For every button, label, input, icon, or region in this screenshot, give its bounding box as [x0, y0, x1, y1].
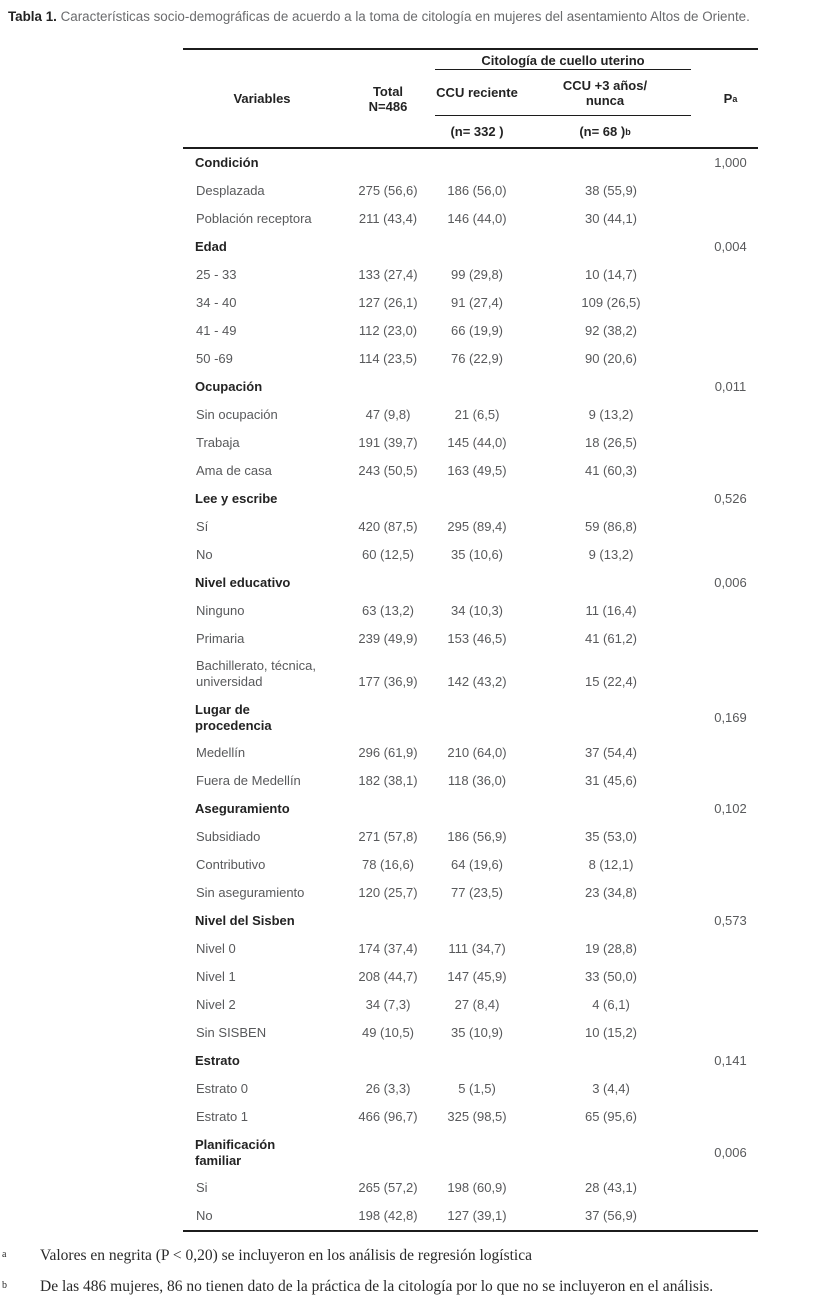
cell-total: 208 (44,7): [358, 969, 418, 984]
cell-total: 114 (23,5): [358, 351, 418, 366]
cell-total: 60 (12,5): [361, 547, 415, 562]
cell-p-value: 0,141: [714, 1053, 747, 1068]
cell-ccu-recent: 35 (10,9): [450, 1025, 504, 1040]
column-header-total: [341, 50, 435, 147]
table-caption-number: Tabla 1.: [8, 9, 57, 24]
table-row: [183, 851, 758, 879]
label: 50 -69: [196, 351, 233, 366]
cell-ccu-late: 4 (6,1): [592, 997, 630, 1012]
cell-ccu-late: 15 (22,4): [584, 674, 638, 689]
cell-total: 191 (39,7): [358, 435, 418, 450]
cell-ccu-recent: 34 (10,3): [450, 603, 504, 618]
cell-ccu-recent: 146 (44,0): [447, 211, 507, 226]
table-bottom-rule: [183, 1230, 758, 1232]
cell-p-value: 0,006: [714, 1144, 747, 1160]
label: Si: [196, 1180, 208, 1195]
label: Lugar de procedencia: [195, 701, 272, 733]
cell-ccu-late: 30 (44,1): [584, 211, 638, 226]
label: Estrato 0: [196, 1081, 249, 1096]
category-row: [183, 569, 758, 597]
cell-ccu-recent: 64 (19,6): [450, 857, 504, 872]
footnote-marker-b: b: [2, 1280, 7, 1291]
cell-ccu-recent: 35 (10,6): [450, 547, 504, 562]
table-row: [183, 935, 758, 963]
cell-ccu-recent: 198 (60,9): [447, 1180, 507, 1195]
table-row: [183, 879, 758, 907]
cell-ccu-recent: 186 (56,9): [447, 829, 507, 844]
cell-ccu-recent: 325 (98,5): [447, 1109, 507, 1124]
cell-ccu-recent: 76 (22,9): [450, 351, 504, 366]
cell-ccu-late: 41 (61,2): [584, 631, 638, 646]
table-row: [183, 597, 758, 625]
cell-ccu-recent: 91 (27,4): [450, 295, 504, 310]
category-row: [183, 696, 758, 739]
cell-ccu-recent: 66 (19,9): [450, 323, 504, 338]
cell-ccu-recent: 295 (89,4): [447, 519, 507, 534]
table-row: [183, 289, 758, 317]
cell-total: 182 (38,1): [358, 773, 418, 788]
column-header-p-value: P a: [723, 91, 738, 106]
subheader-n-332: (n= 332 ): [450, 124, 504, 139]
label: Nivel 1: [196, 969, 236, 984]
cell-ccu-late: 59 (86,8): [584, 519, 638, 534]
table-row: [183, 541, 758, 569]
cell-ccu-late: 9 (13,2): [588, 547, 634, 562]
label: Edad: [195, 239, 227, 254]
cell-total: 296 (61,9): [358, 745, 418, 760]
cell-ccu-recent: 27 (8,4): [454, 997, 500, 1012]
label: Nivel 2: [196, 997, 236, 1012]
cell-total: 239 (49,9): [358, 631, 418, 646]
label: Bachillerato, técnica, universidad: [196, 658, 316, 689]
cell-total: 26 (3,3): [365, 1081, 411, 1096]
cell-ccu-late: 92 (38,2): [584, 323, 638, 338]
column-header-total-line2: N=486: [368, 98, 408, 114]
cell-ccu-late: 38 (55,9): [584, 183, 638, 198]
table-row: [183, 823, 758, 851]
label: Sin SISBEN: [196, 1025, 267, 1040]
label: Estrato: [195, 1053, 240, 1068]
table-row: [183, 345, 758, 373]
label: Nivel del Sisben: [195, 913, 295, 928]
column-group-header-citologia: Citología de cuello uterino: [435, 50, 691, 70]
footnote-text: Valores en negrita (P < 0,20) se incluyeron en los análisis de regresión logística: [40, 1247, 532, 1264]
table-row: [183, 429, 758, 457]
data-table: [183, 48, 758, 1232]
table-row: [183, 991, 758, 1019]
cell-p-value: 0,573: [714, 913, 747, 928]
label: 41 - 49: [196, 323, 237, 338]
cell-ccu-late: 19 (28,8): [584, 941, 638, 956]
table-row: [183, 317, 758, 345]
cell-total: 174 (37,4): [358, 941, 418, 956]
cell-ccu-late: 28 (43,1): [584, 1180, 638, 1195]
cell-ccu-recent: 5 (1,5): [458, 1081, 496, 1096]
cell-p-value: 0,004: [714, 239, 747, 254]
label: Nivel educativo: [195, 575, 291, 590]
cell-ccu-recent: 186 (56,0): [447, 183, 507, 198]
cell-ccu-late: 31 (45,6): [584, 773, 638, 788]
label: Población receptora: [196, 211, 312, 226]
cell-total: 120 (25,7): [358, 885, 418, 900]
cell-ccu-late: 37 (54,4): [584, 745, 638, 760]
cell-ccu-recent: 163 (49,5): [447, 463, 507, 478]
cell-p-value: 0,011: [714, 379, 747, 394]
label: Primaria: [196, 631, 245, 646]
label: Desplazada: [196, 183, 265, 198]
label: Fuera de Medellín: [196, 773, 301, 788]
label: No: [196, 1208, 213, 1223]
cell-ccu-late: 65 (95,6): [584, 1109, 638, 1124]
table-row: [183, 1075, 758, 1103]
label: No: [196, 547, 213, 562]
cell-p-value: 0,102: [714, 801, 747, 816]
cell-total: 127 (26,1): [358, 295, 418, 310]
cell-total: 34 (7,3): [365, 997, 411, 1012]
label: Planificación familiar: [195, 1136, 276, 1168]
table-row: [183, 457, 758, 485]
cell-p-value: 0,169: [714, 709, 747, 725]
category-row: [183, 233, 758, 261]
label: Aseguramiento: [195, 801, 290, 816]
table-row: [183, 401, 758, 429]
table-row: [183, 1019, 758, 1047]
cell-ccu-late: 10 (15,2): [584, 1025, 638, 1040]
cell-ccu-late: 10 (14,7): [584, 267, 638, 282]
cell-ccu-recent: 118 (36,0): [447, 773, 507, 788]
table-row: [183, 177, 758, 205]
cell-ccu-late: 37 (56,9): [584, 1208, 638, 1223]
table-row: [183, 739, 758, 767]
table-row: [183, 1202, 758, 1230]
cell-ccu-recent: 77 (23,5): [450, 885, 504, 900]
label: Sí: [196, 519, 209, 534]
footnote-text: De las 486 mujeres, 86 no tienen dato de la práctica de la citología por lo que no se incluyeron en el análisis.: [40, 1278, 714, 1295]
category-row: [183, 907, 758, 935]
cell-total: 198 (42,8): [358, 1208, 418, 1223]
label: Trabaja: [196, 435, 240, 450]
cell-total: 112 (23,0): [358, 323, 418, 338]
n-68-label: (n= 68 ): [579, 124, 626, 139]
cell-ccu-late: 18 (26,5): [584, 435, 638, 450]
cell-ccu-recent: 145 (44,0): [447, 435, 507, 450]
label: Medellín: [196, 745, 246, 760]
cell-total: 133 (27,4): [358, 267, 418, 282]
table-row: [183, 1174, 758, 1202]
cell-total: 243 (50,5): [358, 463, 418, 478]
cell-ccu-recent: 147 (45,9): [447, 969, 507, 984]
label: 34 - 40: [196, 295, 237, 310]
table-row: [183, 767, 758, 795]
label: Contributivo: [196, 857, 266, 872]
column-header-late-line1: CCU +3 años/: [562, 77, 648, 93]
cell-p-value: 1,000: [714, 155, 747, 170]
label: Estrato 1: [196, 1109, 249, 1124]
label: Lee y escribe: [195, 491, 278, 506]
label: 25 - 33: [196, 267, 237, 282]
column-header-total-line1: Total: [372, 83, 404, 99]
table-header: [183, 50, 758, 147]
table-row: [183, 261, 758, 289]
cell-total: 49 (10,5): [361, 1025, 415, 1040]
cell-ccu-late: 3 (4,4): [592, 1081, 630, 1096]
cell-ccu-recent: 99 (29,8): [450, 267, 504, 282]
footnote-b: [0, 1271, 820, 1300]
column-header-ccu-3anos-nunca: [519, 70, 691, 116]
label: Sin aseguramiento: [196, 885, 305, 900]
cell-ccu-late: 90 (20,6): [584, 351, 638, 366]
column-header-variables: Variables: [233, 91, 291, 106]
cell-total: 265 (57,2): [358, 1180, 418, 1195]
cell-ccu-late: 33 (50,0): [584, 969, 638, 984]
cell-ccu-late: 8 (12,1): [588, 857, 634, 872]
cell-total: 275 (56,6): [358, 183, 418, 198]
label: Sin ocupación: [196, 407, 278, 422]
cell-total: 177 (36,9): [358, 674, 418, 689]
table-row: [183, 1103, 758, 1131]
table-row: [183, 963, 758, 991]
cell-total: 78 (16,6): [361, 857, 415, 872]
table-caption-text: Características socio-demográficas de acuerdo a la toma de citología en mujeres del asentamiento Altos de Oriente.: [56, 9, 750, 24]
cell-ccu-recent: 111 (34,7): [448, 941, 506, 956]
category-row: [183, 149, 758, 177]
footnotes: [0, 1240, 820, 1300]
label: Ama de casa: [196, 463, 272, 478]
category-row: [183, 795, 758, 823]
cell-ccu-late: 9 (13,2): [588, 407, 634, 422]
category-row: [183, 485, 758, 513]
cell-p-value: 0,006: [714, 575, 747, 590]
cell-total: 420 (87,5): [358, 519, 418, 534]
label: Ocupación: [195, 379, 263, 394]
table-body: [183, 149, 758, 1230]
label: Nivel 0: [196, 941, 236, 956]
cell-ccu-recent: 210 (64,0): [447, 745, 507, 760]
cell-ccu-recent: 127 (39,1): [447, 1208, 507, 1223]
cell-ccu-recent: 153 (46,5): [447, 631, 507, 646]
subheader-n-68: (n= 68 ) b: [579, 124, 631, 139]
cell-ccu-late: 35 (53,0): [584, 829, 638, 844]
category-row: [183, 1131, 758, 1174]
table-row: [183, 513, 758, 541]
label: Condición: [195, 155, 259, 170]
cell-total: 271 (57,8): [358, 829, 418, 844]
cell-total: 47 (9,8): [365, 407, 411, 422]
p-label: P: [723, 91, 733, 106]
category-row: [183, 1047, 758, 1075]
table-row: [183, 205, 758, 233]
cell-ccu-recent: 21 (6,5): [454, 407, 500, 422]
cell-ccu-late: 109 (26,5): [581, 295, 641, 310]
cell-ccu-late: 11 (16,4): [585, 603, 637, 618]
label: Subsidiado: [196, 829, 261, 844]
cell-total: 466 (96,7): [358, 1109, 418, 1124]
cell-ccu-late: 41 (60,3): [584, 463, 638, 478]
cell-ccu-late: 23 (34,8): [584, 885, 638, 900]
table-row: [183, 653, 758, 696]
cell-total: 63 (13,2): [361, 603, 415, 618]
cell-p-value: 0,526: [714, 491, 747, 506]
column-header-ccu-reciente: CCU reciente: [435, 70, 519, 116]
footnote-marker-a: a: [2, 1249, 7, 1260]
table-row: [183, 625, 758, 653]
table-caption: [8, 8, 818, 25]
cell-ccu-recent: 142 (43,2): [447, 674, 507, 689]
footnote-a: [0, 1240, 820, 1271]
category-row: [183, 373, 758, 401]
column-header-late-line2: nunca: [585, 92, 625, 108]
cell-total: 211 (43,4): [358, 211, 418, 226]
label: Ninguno: [196, 603, 245, 618]
